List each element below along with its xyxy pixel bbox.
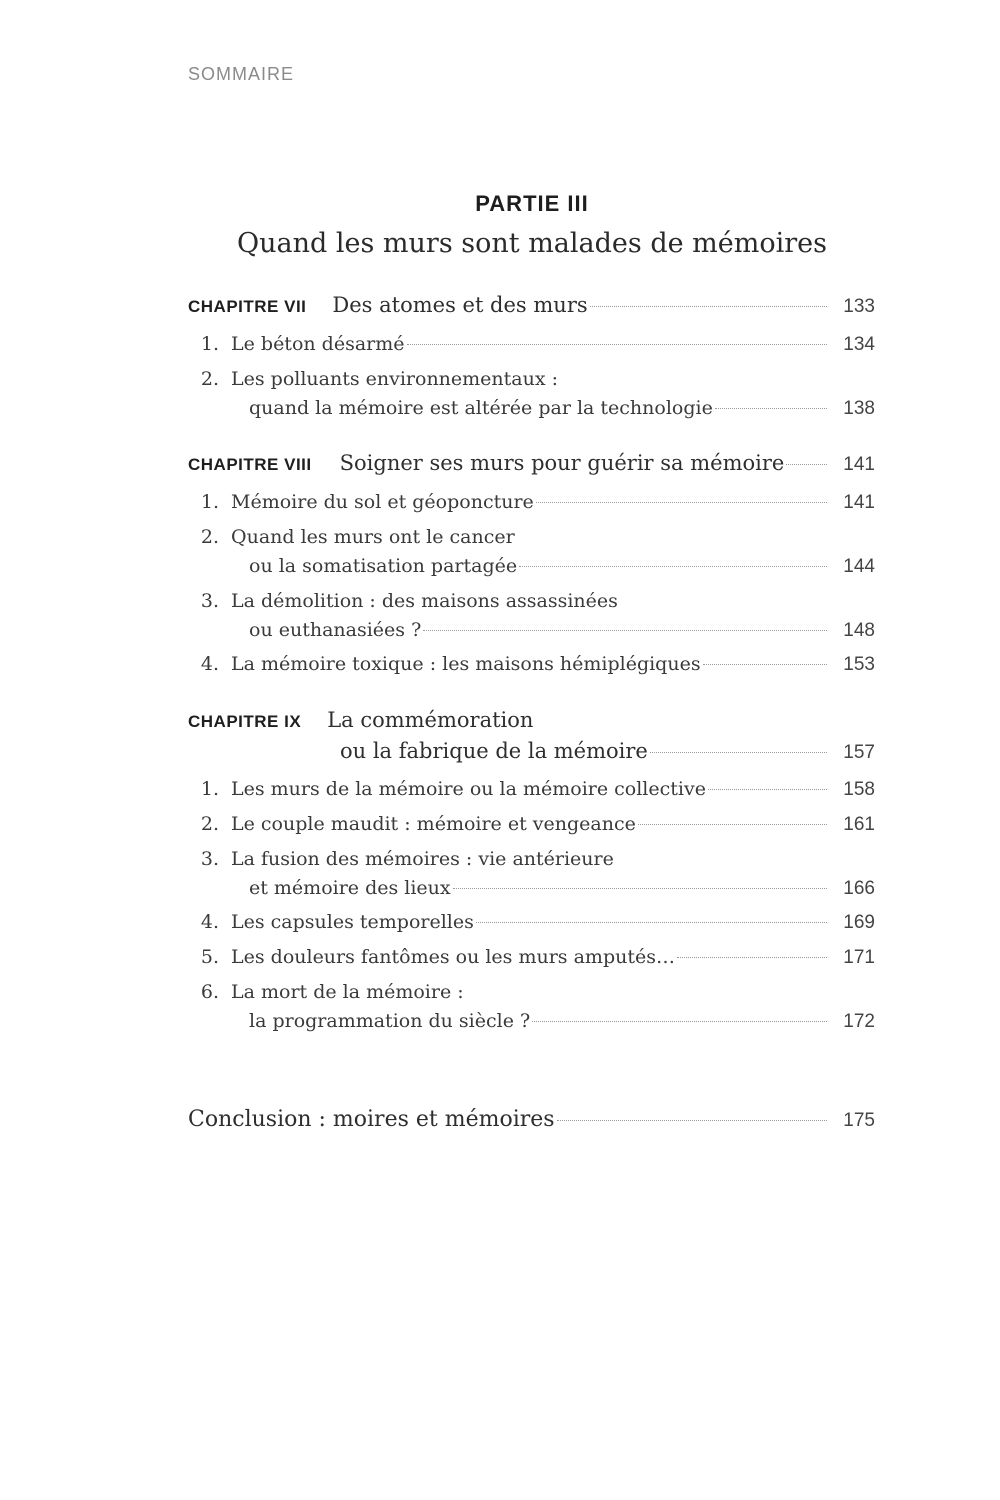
toc-chapter-7[interactable] xyxy=(188,290,875,324)
toc-chapter-8[interactable] xyxy=(188,448,875,482)
toc-item[interactable] xyxy=(188,942,875,976)
item-title: Les capsules temporelles xyxy=(231,911,474,933)
item-number: 2. xyxy=(200,526,219,548)
item-title: Les murs de la mémoire ou la mémoire collective xyxy=(231,778,706,800)
dot-leader xyxy=(476,922,827,923)
page-number: 157 xyxy=(843,742,875,763)
dot-leader xyxy=(703,664,827,665)
toc-item-continuation xyxy=(188,1006,875,1040)
item-title: La mémoire toxique : les maisons hémiplégiques xyxy=(231,653,701,675)
item-title: La mort de la mémoire : xyxy=(231,981,464,1003)
dot-leader xyxy=(590,306,827,307)
page-number: 166 xyxy=(843,878,875,899)
page-number: 153 xyxy=(843,654,875,675)
item-title-line2: ou la somatisation partagée xyxy=(249,555,518,577)
page-number: 141 xyxy=(843,454,875,475)
page-number: 161 xyxy=(843,814,875,835)
item-number: 4. xyxy=(200,911,219,933)
page-number: 175 xyxy=(843,1110,875,1131)
item-title: Le béton désarmé xyxy=(231,333,405,355)
item-title-line2: et mémoire des lieux xyxy=(249,877,451,899)
toc-item[interactable] xyxy=(188,907,875,941)
dot-leader xyxy=(519,566,827,567)
part-title: Quand les murs sont malades de mémoires xyxy=(237,228,827,259)
item-title: La fusion des mémoires : vie antérieure xyxy=(231,848,614,870)
toc-item[interactable] xyxy=(188,487,875,521)
item-title-line2: quand la mémoire est altérée par la technologie xyxy=(249,397,713,419)
dot-leader xyxy=(786,464,827,465)
dot-leader xyxy=(650,752,827,753)
item-number: 5. xyxy=(200,946,219,968)
item-number: 3. xyxy=(200,848,219,870)
item-number: 1. xyxy=(200,778,219,800)
dot-leader xyxy=(557,1120,827,1121)
item-number: 4. xyxy=(200,653,219,675)
toc-item-continuation xyxy=(188,551,875,585)
page-number: 172 xyxy=(843,1011,875,1032)
dot-leader xyxy=(708,789,827,790)
item-title: Quand les murs ont le cancer xyxy=(231,526,515,548)
item-number: 2. xyxy=(200,368,219,390)
item-number: 1. xyxy=(200,333,219,355)
item-title: Les polluants environnementaux : xyxy=(231,368,559,390)
chapter-label: CHAPITRE VII xyxy=(188,297,307,316)
toc-item[interactable] xyxy=(188,774,875,808)
item-number: 3. xyxy=(200,590,219,612)
chapter-label: CHAPITRE IX xyxy=(188,712,302,731)
dot-leader xyxy=(638,824,827,825)
dot-leader xyxy=(453,888,827,889)
conclusion-title: Conclusion : moires et mémoires xyxy=(188,1107,555,1132)
toc-chapter-continuation xyxy=(188,736,875,770)
page-number: 144 xyxy=(843,556,875,577)
chapter-title: Des atomes et des murs xyxy=(332,293,588,317)
item-title-line2: la programmation du siècle ? xyxy=(249,1010,531,1032)
toc-item-continuation xyxy=(188,615,875,649)
chapter-title: Soigner ses murs pour guérir sa mémoire xyxy=(339,451,785,475)
page-number: 148 xyxy=(843,620,875,641)
toc-item[interactable] xyxy=(188,329,875,363)
chapter-title: La commémoration xyxy=(327,708,534,732)
toc-chapter-9[interactable] xyxy=(188,705,875,739)
dot-leader xyxy=(715,408,827,409)
toc-item[interactable] xyxy=(188,809,875,843)
part-label: PARTIE III xyxy=(475,191,589,216)
toc-item-continuation xyxy=(188,873,875,907)
page-number: 158 xyxy=(843,779,875,800)
page-number: 133 xyxy=(843,296,875,317)
chapter-label: CHAPITRE VIII xyxy=(188,455,312,474)
page-number: 138 xyxy=(843,398,875,419)
item-title: Les douleurs fantômes ou les murs amputés… xyxy=(231,946,675,968)
page-number: 141 xyxy=(843,492,875,513)
page-number: 134 xyxy=(843,334,875,355)
item-title: Le couple maudit : mémoire et vengeance xyxy=(231,813,636,835)
item-number: 2. xyxy=(200,813,219,835)
dot-leader xyxy=(536,502,827,503)
item-number: 1. xyxy=(200,491,219,513)
chapter-title-line2: ou la fabrique de la mémoire xyxy=(340,739,648,763)
running-head: SOMMAIRE xyxy=(188,64,295,84)
toc-item-continuation xyxy=(188,393,875,427)
toc-item[interactable] xyxy=(188,649,875,683)
page-number: 169 xyxy=(843,912,875,933)
dot-leader xyxy=(423,630,827,631)
item-title: Mémoire du sol et géoponcture xyxy=(231,491,534,513)
page-number: 171 xyxy=(843,947,875,968)
dot-leader xyxy=(407,344,828,345)
item-title: La démolition : des maisons assassinées xyxy=(231,590,618,612)
item-number: 6. xyxy=(200,981,219,1003)
toc-conclusion[interactable] xyxy=(188,1105,875,1139)
dot-leader xyxy=(677,957,827,958)
dot-leader xyxy=(532,1021,827,1022)
item-title-line2: ou euthanasiées ? xyxy=(249,619,422,641)
